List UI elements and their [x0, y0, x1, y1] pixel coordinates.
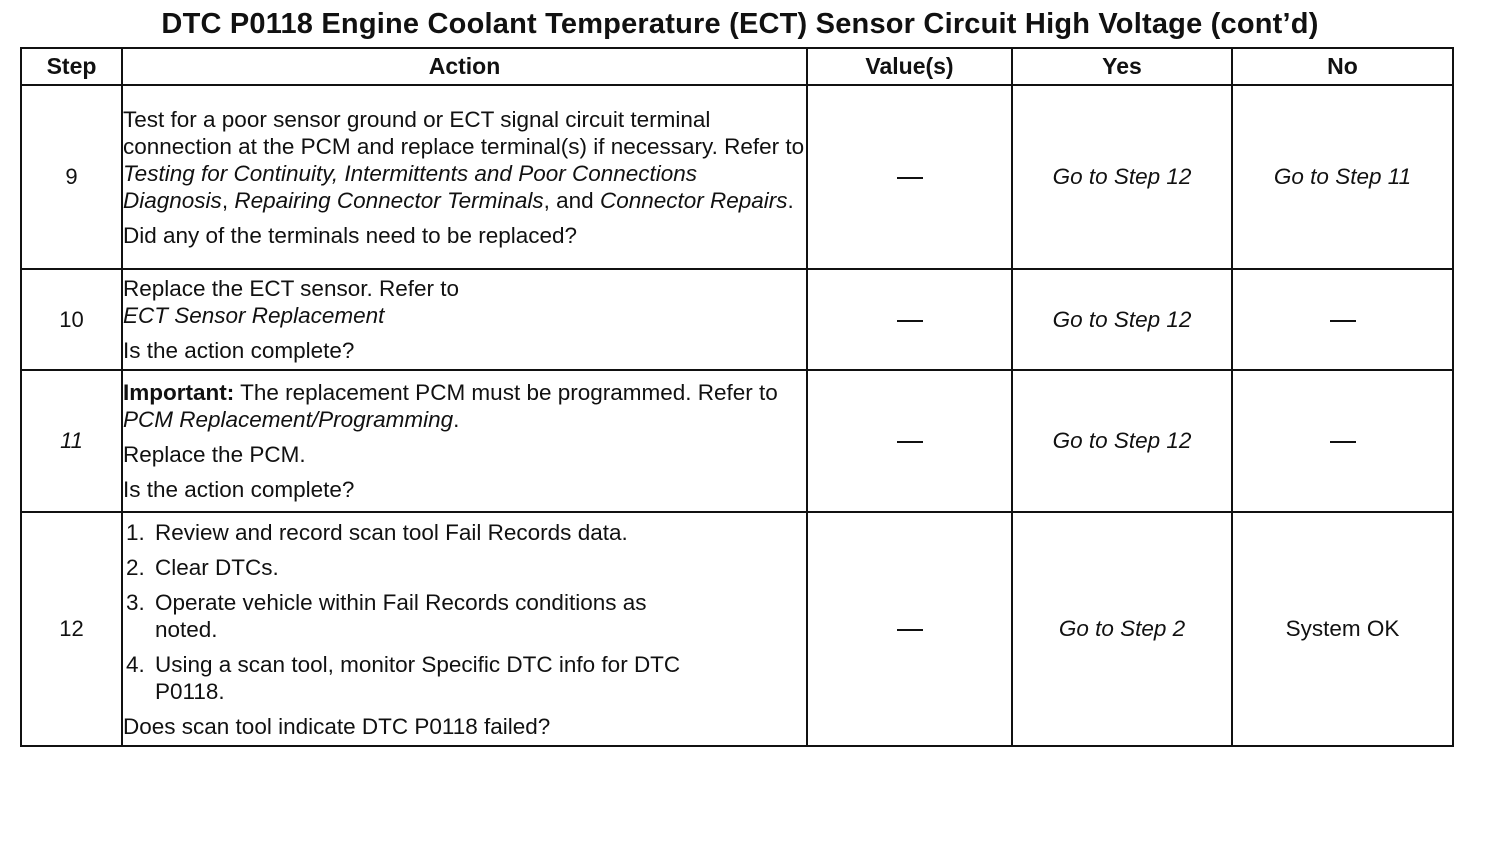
no-cell: [1232, 512, 1453, 746]
action-text-part: .: [453, 407, 460, 432]
dash-mark: [897, 629, 923, 631]
table-row: [21, 269, 1453, 370]
value-cell: [807, 85, 1012, 269]
action-cell: [122, 370, 807, 512]
action-text: [123, 275, 806, 329]
reference-link[interactable]: ECT Sensor Replacement: [123, 303, 385, 328]
goto-yes-link[interactable]: Go to Step 12: [1052, 428, 1192, 453]
dash-mark: [897, 320, 923, 322]
action-cell: [122, 85, 807, 269]
step-number: 12: [21, 512, 122, 746]
no-cell: [1232, 269, 1453, 370]
table-row: [21, 370, 1453, 512]
no-cell: [1232, 85, 1453, 269]
page-title: DTC P0118 Engine Coolant Temperature (ECT) Sensor Circuit High Voltage (cont’d): [161, 8, 1319, 40]
step-number: 11: [21, 370, 122, 512]
step-number: 10: [21, 269, 122, 370]
action-text-part: .: [787, 187, 794, 213]
action-cell: [122, 269, 807, 370]
action-text-part: , and: [543, 187, 600, 213]
goto-yes-link[interactable]: Go to Step 2: [1058, 616, 1186, 641]
procedure-item: 1. Review and record scan tool Fail Records data.: [151, 519, 806, 546]
table-row: [21, 512, 1453, 746]
action-text-part: ,: [221, 187, 235, 213]
goto-yes-link[interactable]: Go to Step 12: [1052, 164, 1192, 189]
table-header-row: [21, 48, 1453, 85]
dash-mark: [897, 177, 923, 179]
reference-link[interactable]: Repairing Connector Terminals: [234, 187, 544, 213]
value-cell: [807, 370, 1012, 512]
action-text: [123, 379, 806, 433]
action-question: Is the action complete?: [123, 338, 355, 363]
table-row: [21, 85, 1453, 269]
reference-link[interactable]: Testing for Continuity, Intermittents and Poor Connections Diagnosis: [123, 160, 698, 213]
yes-cell: [1012, 269, 1232, 370]
column-header-no: No: [1232, 48, 1453, 85]
column-header-step: Step: [21, 48, 122, 85]
column-header-yes: Yes: [1012, 48, 1232, 85]
step-number: 9: [21, 85, 122, 269]
reference-link[interactable]: Connector Repairs: [599, 187, 788, 213]
action-text-part: Test for a poor sensor ground or ECT signal circuit terminal connection at the PCM and replace terminal(s) if necessary. Refer to: [123, 106, 805, 159]
action-question: Does scan tool indicate DTC P0118 failed?: [123, 713, 551, 739]
reference-link[interactable]: PCM Replacement/Programming: [123, 407, 454, 432]
action-text-part: Replace the ECT sensor. Refer to: [123, 276, 460, 301]
action-question: Is the action complete?: [123, 477, 355, 502]
action-question: Did any of the terminals need to be replaced?: [123, 222, 578, 248]
goto-no-link[interactable]: Go to Step 11: [1273, 164, 1412, 189]
dash-mark: [1330, 320, 1356, 322]
action-text-part: The replacement PCM must be programmed. Refer to: [234, 380, 778, 405]
action-instruction: Replace the PCM.: [123, 442, 306, 467]
action-cell: [122, 512, 807, 746]
procedure-item: 2. Clear DTCs.: [151, 554, 806, 581]
procedure-list: [123, 519, 806, 705]
dash-mark: [897, 441, 923, 443]
yes-cell: [1012, 512, 1232, 746]
procedure-item: 4. Using a scan tool, monitor Specific DTC info for DTC P0118.: [151, 651, 715, 705]
no-result-text: System OK: [1285, 616, 1400, 641]
value-cell: [807, 269, 1012, 370]
yes-cell: [1012, 370, 1232, 512]
goto-yes-link[interactable]: Go to Step 12: [1052, 306, 1192, 332]
yes-cell: [1012, 85, 1232, 269]
column-header-action: Action: [122, 48, 807, 85]
value-cell: [807, 512, 1012, 746]
dash-mark: [1330, 441, 1356, 443]
action-text: [123, 106, 806, 214]
column-header-values: Value(s): [807, 48, 1012, 85]
diagnostic-table: [20, 47, 1454, 747]
important-label: Important:: [123, 380, 235, 405]
no-cell: [1232, 370, 1453, 512]
procedure-item: 3. Operate vehicle within Fail Records conditions as noted.: [151, 589, 695, 643]
